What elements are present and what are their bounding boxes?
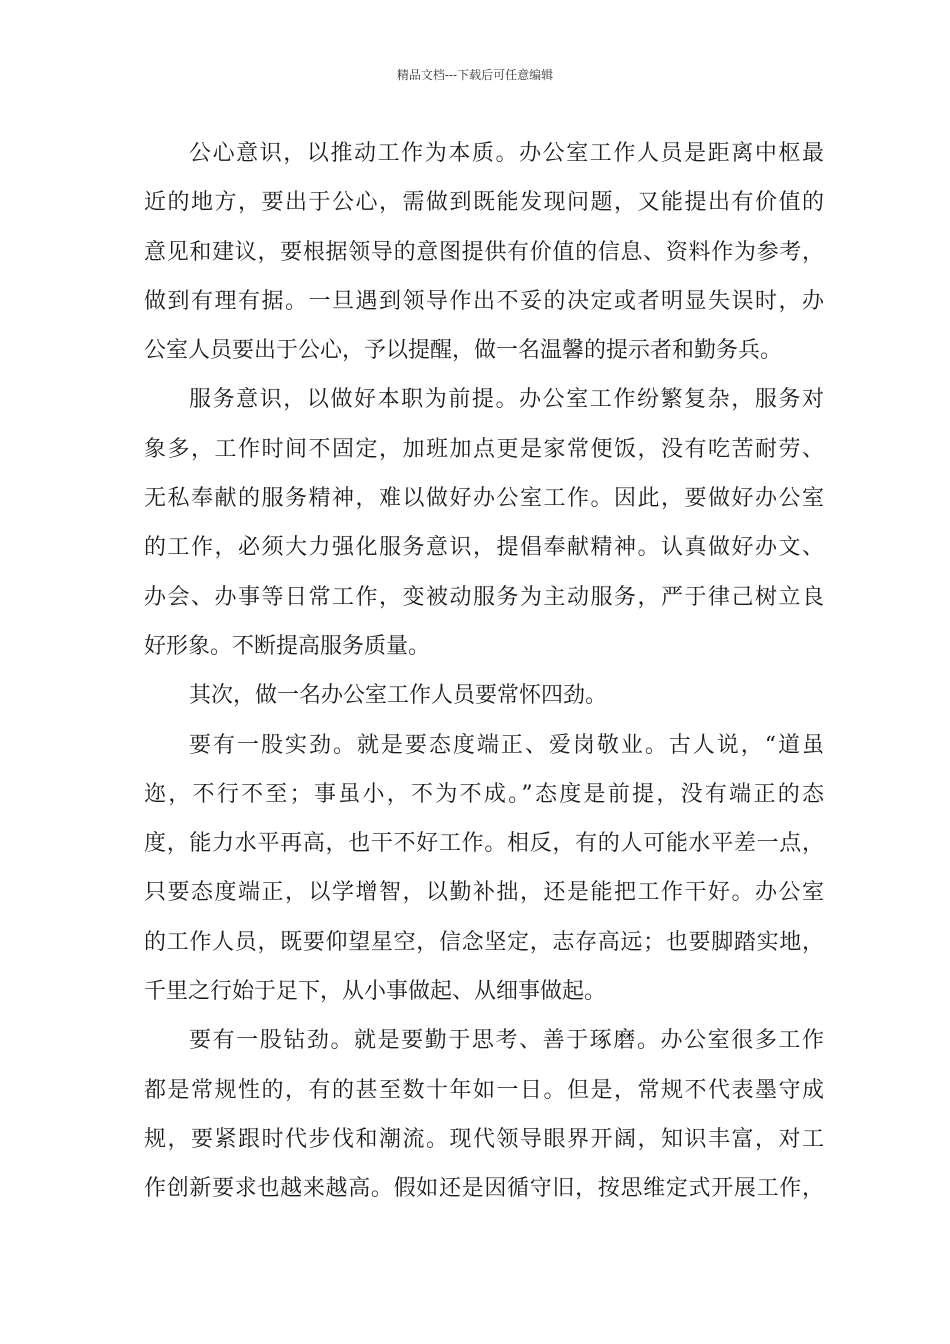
page-header: 精品文档---下载后可任意编辑	[396, 68, 554, 82]
text-line: 好形象。不断提高服务质量。	[144, 633, 431, 659]
text-line: 其次，做一名办公室工作人员要常怀四劲。	[189, 683, 608, 709]
text-line: 公心意识，以推动工作为本质。办公室工作人员是距离中枢最	[189, 141, 824, 166]
document-body	[144, 129, 824, 1214]
text-line: 规，要紧跟时代步伐和潮流。现代领导眼界开阔，知识丰富，对工	[144, 1126, 824, 1152]
text-line: 的工作人员，既要仰望星空，信念坚定，志存高远；也要脚踏实地，	[144, 929, 824, 955]
paragraph-public-spirit	[144, 129, 824, 375]
text-line: 象多，工作时间不固定，加班加点更是家常便饭，没有吃苦耐劳、	[144, 436, 824, 462]
paragraph-diligence	[144, 721, 824, 1017]
text-line: 办会、办事等日常工作，变被动服务为主动服务，严于律己树立良	[144, 584, 824, 610]
paragraph-inquiry	[144, 1016, 824, 1213]
text-line: 度，能力水平再高，也干不好工作。相反，有的人可能水平差一点，	[144, 831, 824, 857]
text-line: 作创新要求也越来越高。假如还是因循守旧，按思维定式开展工作，	[144, 1176, 824, 1202]
paragraph-service-spirit	[144, 375, 824, 671]
text-line: 公室人员要出于公心，予以提醒，做一名温馨的提示者和勤务兵。	[144, 338, 783, 364]
text-line: 要有一股钻劲。就是要勤于思考、善于琢磨。办公室很多工作	[189, 1028, 824, 1054]
text-line: 千里之行始于足下，从小事做起、从细事做起。	[144, 979, 607, 1005]
text-line: 近的地方，要出于公心，需做到既能发现问题，又能提出有价值的	[144, 190, 824, 216]
text-line: 服务意识，以做好本职为前提。办公室工作纷繁复杂，服务对	[189, 387, 824, 413]
text-line: 意见和建议，要根据领导的意图提供有价值的信息、资料作为参考，	[144, 239, 824, 265]
paragraph-four-qualities	[144, 671, 824, 720]
text-line: 无私奉献的服务精神，难以做好办公室工作。因此，要做好办公室	[144, 486, 824, 512]
text-line: 做到有理有据。一旦遇到领导作出不妥的决定或者明显失误时，办	[144, 288, 824, 314]
text-line: 的工作，必须大力强化服务意识，提倡奉献精神。认真做好办文、	[144, 535, 824, 561]
text-line: 要有一股实劲。就是要态度端正、爱岗敬业。古人说，“道虽	[189, 732, 824, 758]
text-line: 都是常规性的，有的甚至数十年如一日。但是，常规不代表墨守成	[144, 1077, 824, 1103]
text-line: 迩，不行不至；事虽小，不为不成。”态度是前提，没有端正的态	[144, 781, 824, 807]
text-line: 只要态度端正，以学增智，以勤补拙，还是能把工作干好。办公室	[144, 880, 824, 906]
